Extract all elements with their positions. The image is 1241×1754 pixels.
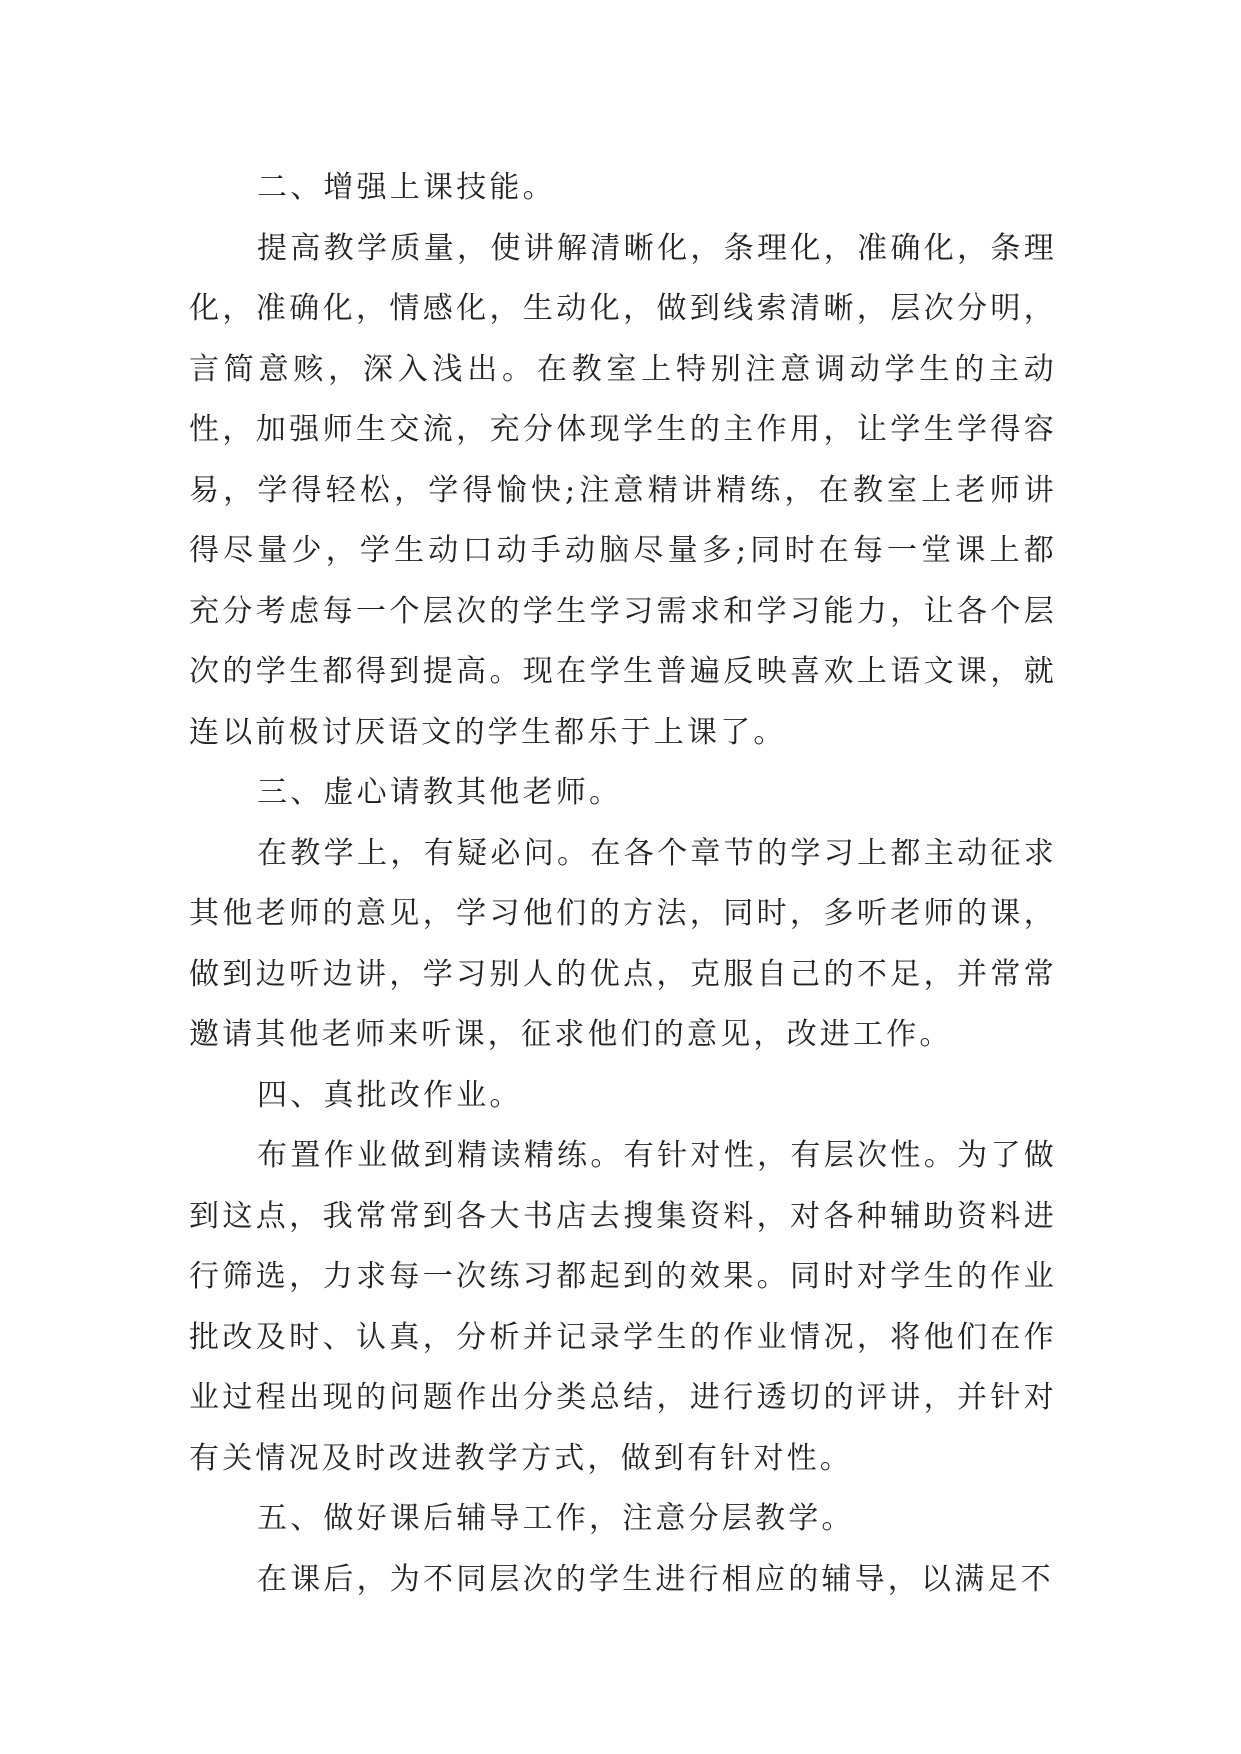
document-body: [189, 158, 1057, 1610]
body-paragraph: 布置作业做到精读精练。有针对性，有层次性。为了做到这点，我常常到各大书店去搜集资料，对各种辅助资料进行筛选，力求每一次练习都起到的效果。同时对学生的作业批改及时、认真，分析并记录学生的作业情况，将他们在作业过程出现的问题作出分类总结，进行透切的评讲，并针对有关情况及时改进教学方式，做到有针对性。: [189, 1138, 1057, 1476]
section-heading-2: 二、增强上课技能。: [257, 170, 556, 205]
section-heading-3: 三、虚心请教其他老师。: [257, 775, 623, 810]
body-paragraph: 在教学上，有疑必问。在各个章节的学习上都主动征求其他老师的意见，学习他们的方法，同时，多听老师的课，做到边听边讲，学习别人的优点，克服自己的不足，并常常邀请其他老师来听课，征求他们的意见，改进工作。: [189, 835, 1057, 1052]
body-paragraph: 提高教学质量，使讲解清晰化，条理化，准确化，条理化，准确化，情感化，生动化，做到线索清晰，层次分明，言简意赅，深入浅出。在教室上特别注意调动学生的主动性，加强师生交流，充分体现学生的主作用，让学生学得容易，学得轻松，学得愉快;注意精讲精练，在教室上老师讲得尽量少，学生动口动手动脑尽量多;同时在每一堂课上都充分考虑每一个层次的学生学习需求和学习能力，让各个层次的学生都得到提高。现在学生普遍反映喜欢上语文课，就连以前极讨厌语文的学生都乐于上课了。: [189, 230, 1057, 750]
section-heading-4: 四、真批改作业。: [257, 1077, 523, 1113]
body-paragraph: 在课后，为不同层次的学生进行相应的辅导，以满足不: [257, 1561, 1054, 1597]
section-heading-5: 五、做好课后辅导工作，注意分层教学。: [257, 1501, 855, 1536]
